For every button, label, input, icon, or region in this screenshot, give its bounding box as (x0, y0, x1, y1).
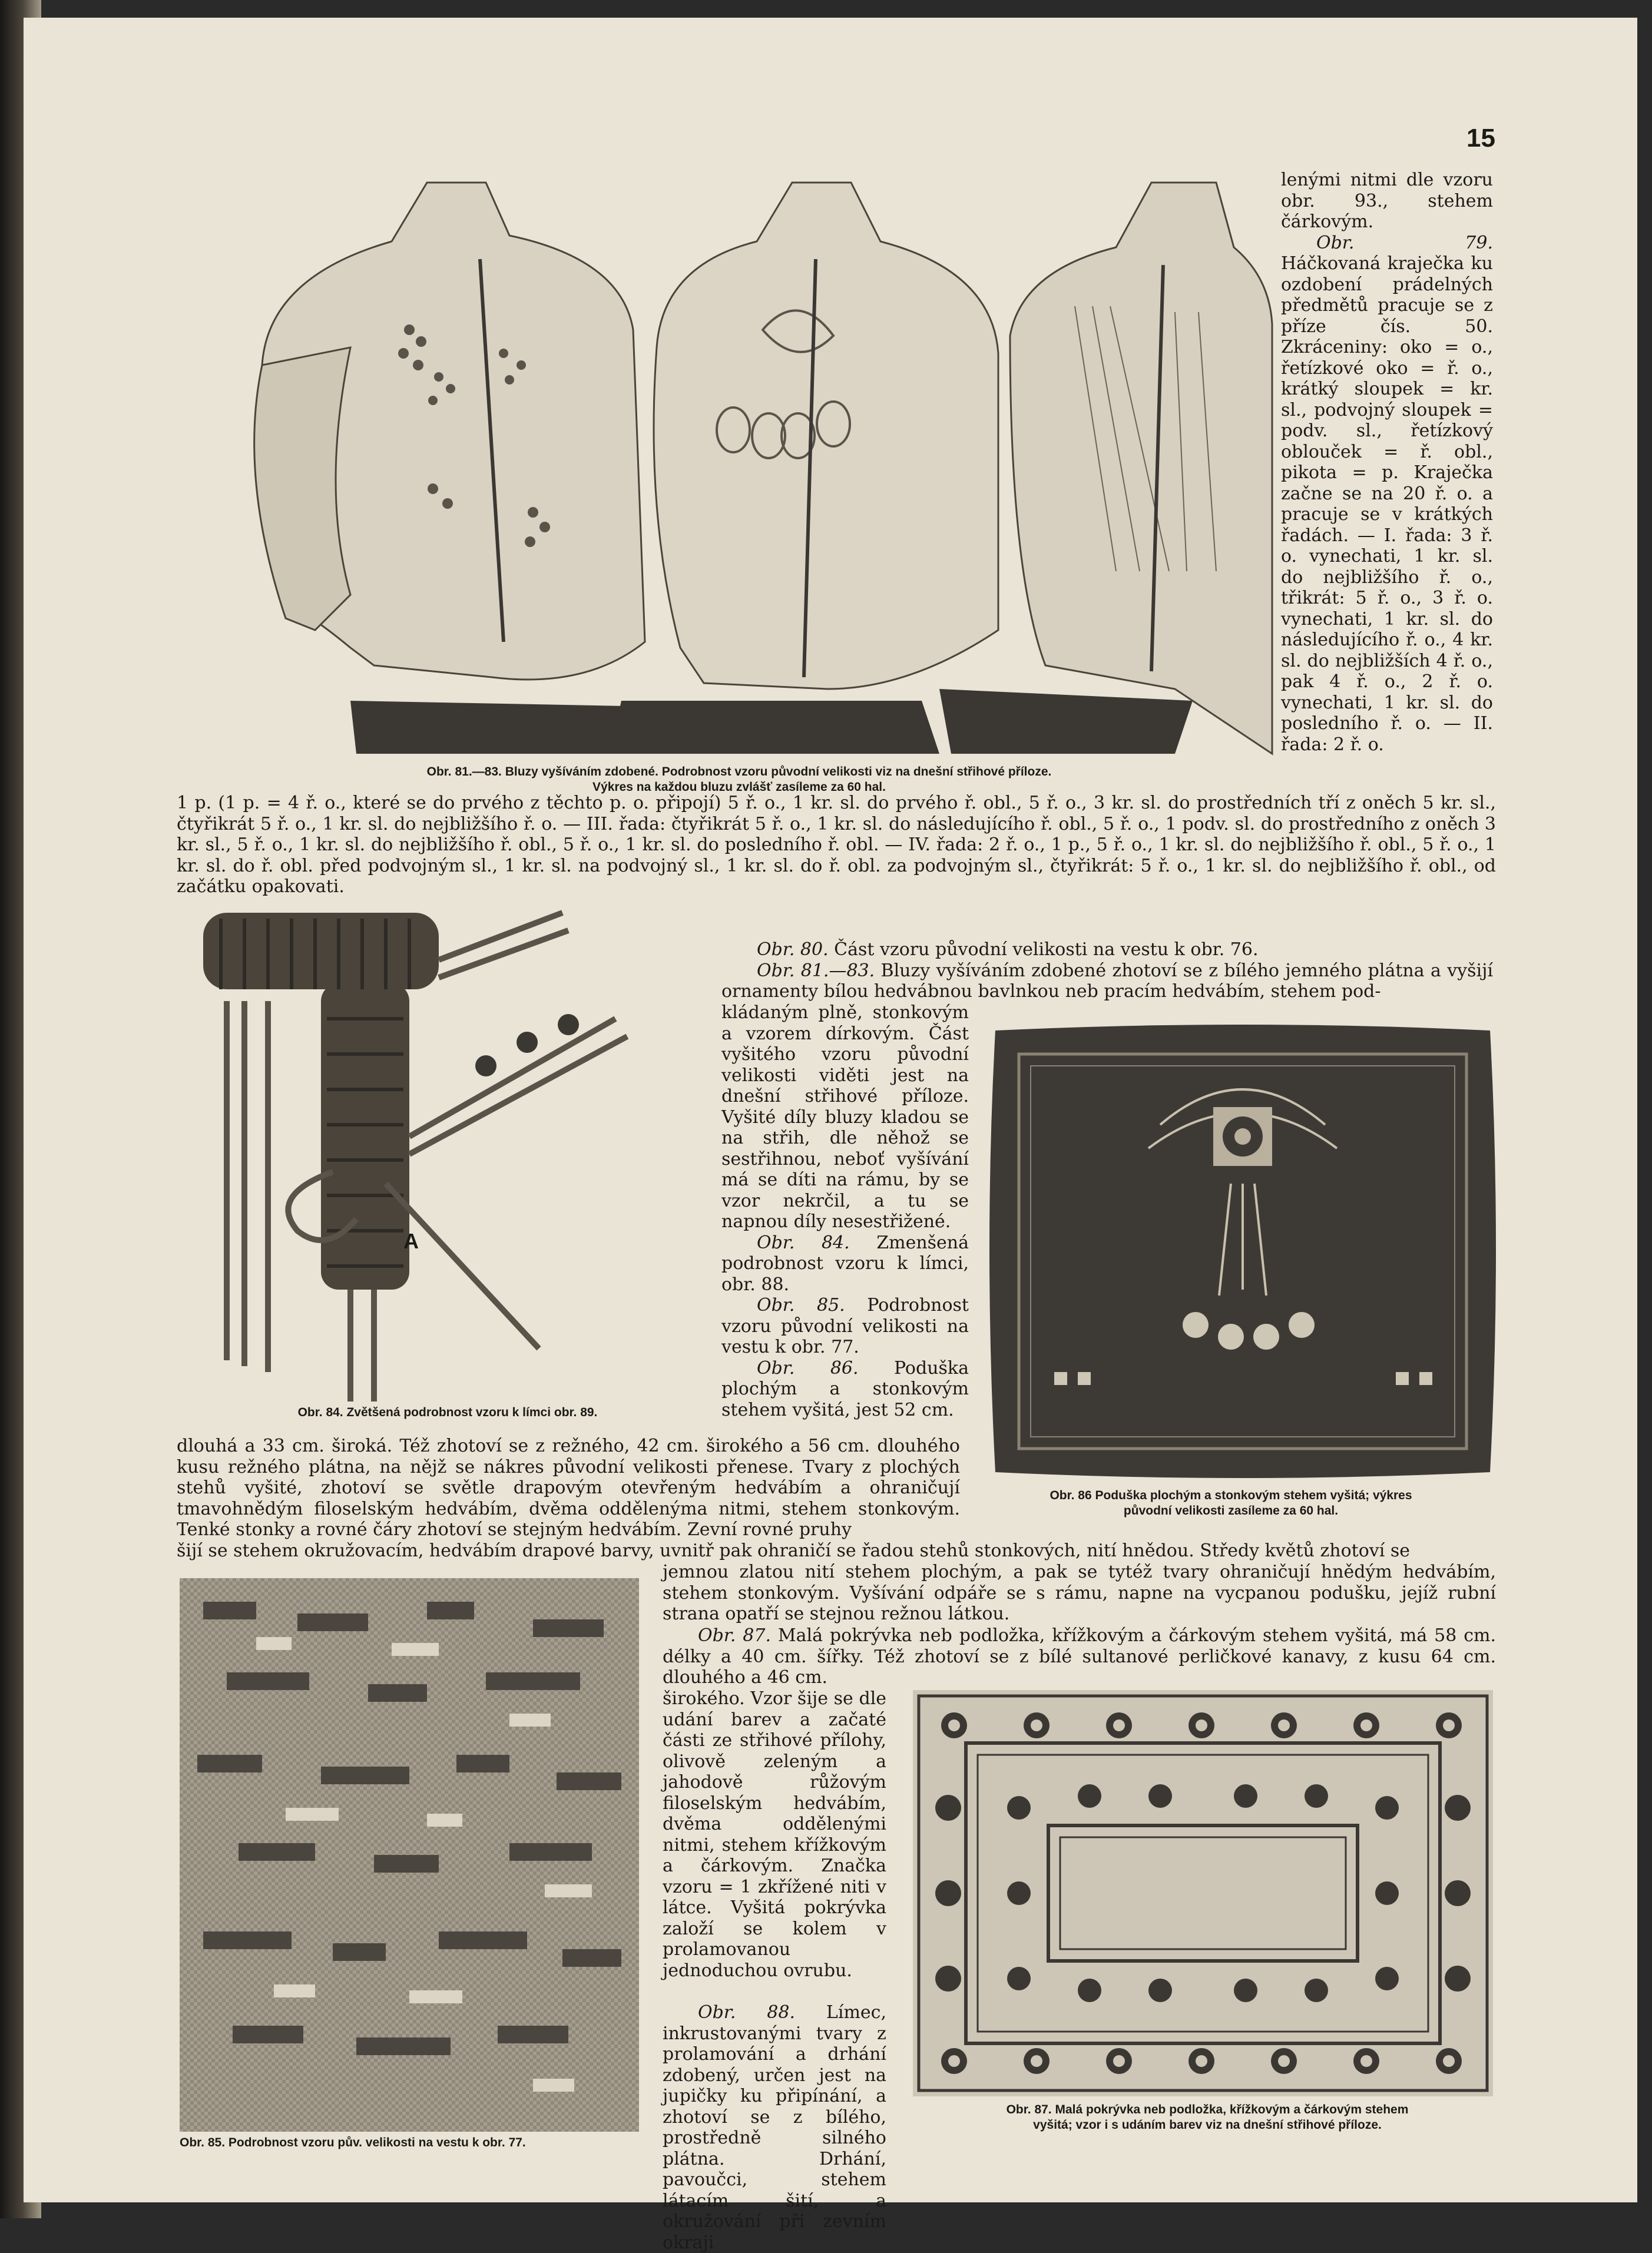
text-obr79 (1281, 170, 1493, 755)
text-obr81-wide: Bluzy vyšíváním zdobené zhotoví se z bílého jemného plátna a vyšijí ornamenty bílou hedvábnou bavlnkou neb pracím hedvábím, stehem pod- (721, 960, 1493, 1002)
caption-doily-line-2: vyšitá; vzor i s udáním barev viz na dnešní střihové příloze. (1033, 2118, 1382, 2132)
text-obr84: Zmenšená podrobnost vzoru k límci, obr. 88. (721, 1232, 969, 1295)
caption-blouses-line-1: Obr. 81.—83. Bluzy vyšíváním zdobené. Podrobnost vzoru původní velikosti viz na dnešní střihové příloze. (426, 765, 1052, 778)
caption-doily-line-1: Obr. 87. Malá pokrývka neb podložka, křížkovým a čárkovým stehem (1006, 2103, 1409, 2116)
caption-pillow (966, 1488, 1496, 1519)
text-obr88: Límec, inkrustovanými tvary z prolamování a drhání zdobený, určen jest na jupičky ku připínání, a zhotoví se z bílého, prostředně silného plátna. Drhání, pavoučci, stehem látacím šití, a okružování při zevním okraji (663, 2002, 886, 2253)
figure-macrame (180, 901, 710, 1407)
label-obr88: Obr. 88. (698, 2002, 796, 2023)
macrame-label-a: A (403, 1229, 419, 1253)
caption-embroidery-text: Obr. 85. Podrobnost vzoru pův. velikosti na vestu k obr. 77. (180, 2136, 526, 2149)
label-obr86: Obr. 86. (757, 1357, 859, 1379)
caption-blouses-line-2: Výkres na každou bluzu zvlášť zasíleme za 60 hal. (592, 780, 886, 794)
text-obr87-narrow: širokého. Vzor šije se dle udání barev a začaté části ze střihové přílohy, olivově zeleným a jahodově růžovým filoselským hedvábím, dvěma oddělenými nitmi, stehem křížkovým a čárkovým. Značka vzoru = 1 zkřížené niti v látce. Vyšitá pokrývka založí se kolem v prolamovanou jednoduchou ovrubu. (663, 1688, 886, 1981)
text-continuation: lenými nitmi dle vzoru obr. 93., stehem čárkovým. (1281, 170, 1493, 232)
caption-blouses (283, 764, 1196, 795)
label-obr87: Obr. 87. (698, 1625, 772, 1646)
page-number: 15 (1466, 124, 1495, 153)
figure-pillow (984, 1019, 1502, 1484)
caption-pillow-line-2: původní velikosti zasíleme za 60 hal. (1123, 1504, 1339, 1518)
text-obr86-right-body: jemnou zlatou nití stehem plochým, a pak se tytéž tvary ohraničují hnědým hedvábím, stehem stonkovým. Vyšívání odpáře se s rámu, napne na vycpanou podušku, jejíž rubní strana opatří se stejnou režnou látkou. (663, 1562, 1496, 1624)
label-obr84: Obr. 84. (757, 1232, 850, 1253)
text-narrow-column-2 (663, 1688, 886, 2253)
caption-macrame (218, 1405, 677, 1420)
text-obr85: Podrobnost vzoru původní velikosti na vestu k obr. 77. (721, 1295, 969, 1357)
text-obr87-wide: Malá pokrývka neb podložka, křížkovým a čárkovým stehem vyšitá, má 58 cm. délky a 40 cm. šířky. Též zhotoví se z bílé sultanové perličkové kanavy, z kusu 64 cm. dlouhého a 46 cm. (663, 1625, 1496, 1688)
caption-doily (925, 2102, 1490, 2133)
label-obr79: Obr. 79. (1316, 232, 1493, 253)
text-obr86-narrow: Poduška plochým a stonkovým stehem vyšitá, jest 52 cm. (721, 1357, 969, 1420)
label-obr85: Obr. 85. (757, 1295, 845, 1316)
caption-pillow-line-1: Obr. 86 Poduška plochým a stonkovým stehem vyšitá; výkres (1050, 1489, 1412, 1502)
text-obr80: Část vzoru původní velikosti na vestu k obr. 76. (828, 939, 1259, 960)
figure-embroidery (180, 1578, 639, 2132)
text-obr86-right (663, 1562, 1496, 1625)
text-crochet-rows-body: 1 p. (1 p. = 4 ř. o., které se do prvého z těchto p. o. připojí) 5 ř. o., 1 kr. sl. do prvého ř. obl., 5 ř. o., 3 kr. sl. do prostředních tří z oněch 5 kr. sl., čtyřikrát 5 ř. o., 1 kr. sl. do nejbližšího ř. o. — III. řada: čtyřikrát 5 ř. o., 1 kr. sl. do následujícího ř. obl., 5 ř. o., 1 podv. sl. do prostředního z oněch 3 kr. sl., 5 ř. o., 1 kr. sl. do nejbližšího ř. obl., 5 ř. o., 1 kr. sl. do posledního ř. obl. — IV. řada: 2 ř. o., 1 p., 5 ř. o., 1 kr. sl. do nejbližšího ř. obl., 5 ř. o., 1 kr. sl. do ř. obl. před podvojným sl., 1 kr. sl. na podvojný sl., 1 kr. sl. do ř. obl. za podvojným sl., čtyřikrát: 5 ř. o., 1 kr. sl. do nejbližšího ř. obl., od začátku opakovati. (177, 793, 1496, 897)
text-narrow-column (721, 1002, 969, 1420)
page (24, 18, 1637, 2253)
figure-blouses (174, 159, 1272, 754)
caption-embroidery (180, 2135, 651, 2151)
text-obr80-81-wide (721, 939, 1493, 1002)
label-obr81: Obr. 81.—83. (757, 960, 875, 981)
text-obr86-mid (177, 1436, 960, 1540)
text-obr86-mid-body: dlouhá a 33 cm. široká. Též zhotoví se z režného, 42 cm. širokého a 56 cm. dlouhého kusu režného plátna, na nějž se nákres původní velikosti přenese. Tvary z plochých stehů vyšité, zhotoví se světle drapovým otevřeným hedvábím a ohraničují tmavohnědým filoselským hedvábím, dvěma oddělenýma nitmi, stehem stonkovým. Tenké stonky a rovné čáry zhotoví se stejným hedvábím. Zevní rovné pruhy (177, 1436, 960, 1540)
text-obr81-narrow: kládaným plně, stonkovým a vzorem dírkovým. Část vyšitého vzoru původní velikosti viděti jest na dnešní střihové příloze. Vyšité díly bluzy kladou se na střih, dle něhož se sestřihnou, neboť vyšívání má se díti na rámu, by se vzor nekrčil, a tu se napnou díly nesestřižené. (721, 1002, 969, 1232)
figure-doily (913, 1690, 1493, 2096)
label-obr80: Obr. 80. (757, 939, 829, 960)
text-obr86-full (177, 1540, 1496, 1562)
text-obr86-full-body: šijí se stehem okružovacím, hedvábím drapové barvy, uvnitř pak ohraničí se řadou stehů stonkových, nití hnědou. Středy květů zhotoví se (177, 1540, 1410, 1561)
caption-macrame-text: Obr. 84. Zvětšená podrobnost vzoru k límci obr. 89. (297, 1406, 598, 1419)
text-obr79-body: Háčkovaná kraječka ku ozdobení prádelných předmětů pracuje se z příze čís. 50. Zkráceniny: oko = o., řetízkové oko = ř. o., krátký sloupek = kr. sl., podvojný sloupek = podv. sl., řetízkový oblouček = ř. obl., pikota = p. Kraječka začne se na 20 ř. o. a pracuje se v krátkých řadách. — I. řada: 3 ř. o. vynechati, 1 kr. sl. do nejbližšího ř. o., třikrát: 5 ř. o., 3 ř. o. vynechati, 1 kr. sl. do následujícího ř. o., 4 kr. sl. do nejbližších 4 ř. o., pak 4 ř. o., 2 ř. o. vynechati, 1 kr. sl. do posledního ř. o. — II. řada: 2 ř. o. (1281, 253, 1493, 755)
text-crochet-rows (177, 793, 1496, 897)
text-obr87-wide (663, 1625, 1496, 1688)
